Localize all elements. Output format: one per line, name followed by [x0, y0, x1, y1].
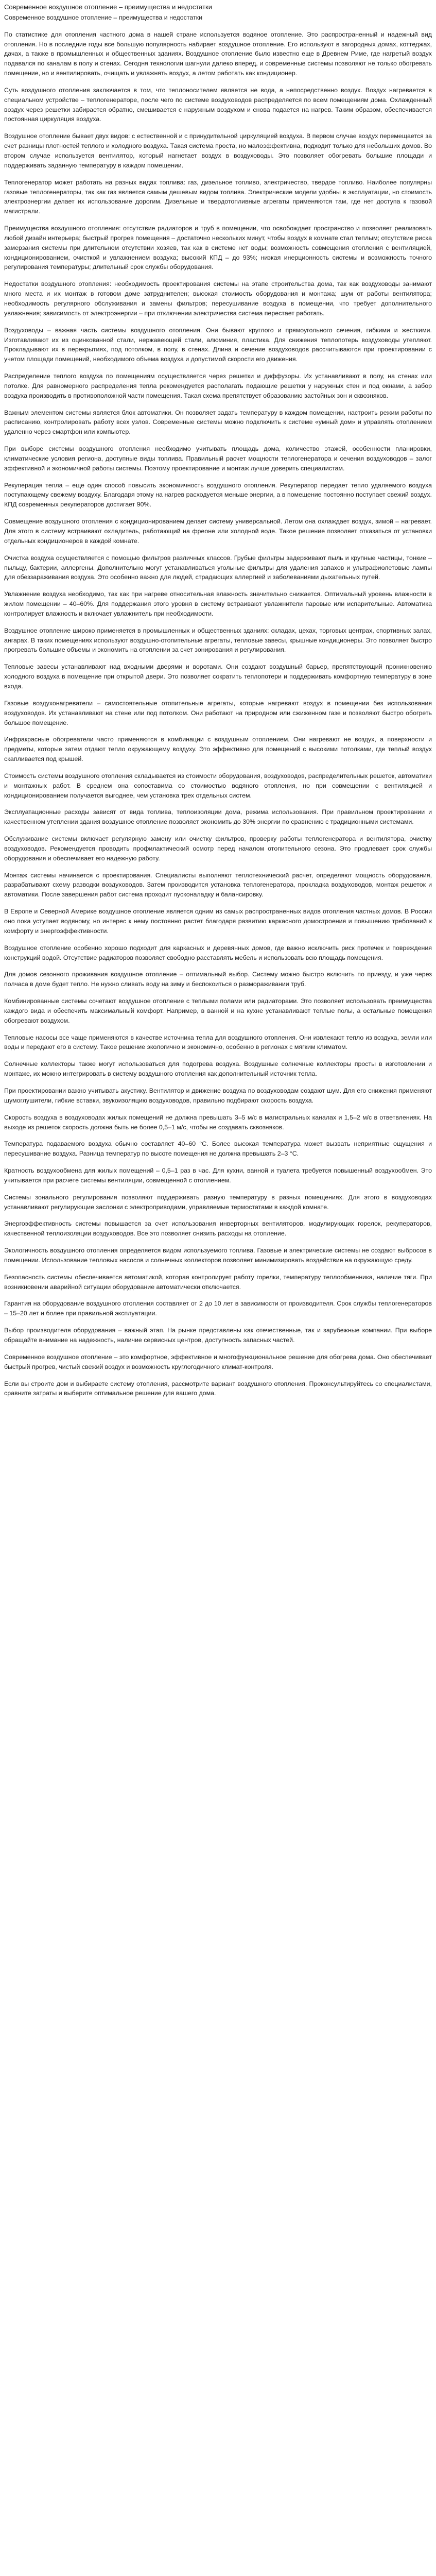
article-paragraph: Энергоэффективность системы повышается за счет использования инверторных вентиляторов, модулирующих горелок, рекуператоров, качественной теплоизоляции воздуховодов. Все это позволяет снизить расходы на отопление. — [4, 1220, 432, 1238]
article-paragraph: Стоимость системы воздушного отопления складывается из стоимости оборудования, воздуховодов, распределительных решеток, автоматики и монтажных работ. В среднем она сопоставима со стоимостью водяного отопления, но при совмещении с вентиляцией и кондиционированием получается выгоднее, чем установка трех отдельных систем. — [4, 772, 432, 799]
article-paragraph: По статистике для отопления частного дома в нашей стране используется водяное отопление. Это распространенный и надежный вид отопления. Но в последние годы все большую популярность набирает воздушное отопление. Его используют в загородных домах, коттеджах, дачах, а также в промышленных и общественных зданиях. Воздушное отопление было известно еще в Древнем Риме, где нагретый воздух подавался по каналам в полу и стенах. Сегодня технологии шагнули далеко вперед, и современные системы позволяют не только обогревать помещение, но и вентилировать, очищать и увлажнять воздух, а летом работать как кондиционер. — [4, 30, 432, 77]
article-paragraph: Теплогенератор может работать на разных видах топлива: газ, дизельное топливо, электричество, твердое топливо. Наиболее популярны газовые теплогенераторы, так как газ является самым дешевым видом топлива. Электрические модели удобны в эксплуатации, но стоимость электроэнергии делает их использование дорогим. Дизельные и твердотопливные агрегаты применяются там, где нет доступа к газовой магистрали. — [4, 178, 432, 215]
article-paragraph: Температура подаваемого воздуха обычно составляет 40–60 °C. Более высокая температура может вызвать неприятные ощущения и пересушивание воздуха. Разница температур по высоте помещения не должна превышать 2–3 °C. — [4, 1140, 432, 1158]
article-paragraph: Тепловые завесы устанавливают над входными дверями и воротами. Они создают воздушный барьер, препятствующий проникновению холодного воздуха в помещение при открытой двери. Это позволяет сократить теплопотери и поддерживать комфортную температуру в зоне входа. — [4, 663, 432, 690]
article-paragraph: Недостатки воздушного отопления: необходимость проектирования системы на этапе строительства дома, так как воздуховоды занимают много места и их монтаж в готовом доме затруднителен; высокая стоимость оборудования и монтажа; шум от работы вентилятора; необходимость регулярного обслуживания и замены фильтров; пересушивание воздуха в помещении, что требует дополнительного увлажнения; зависимость от электроэнергии – при отключении электричества система перестает работать. — [4, 280, 432, 317]
article-paragraph: Очистка воздуха осуществляется с помощью фильтров различных классов. Грубые фильтры задерживают пыль и крупные частицы, тонкие – пыльцу, бактерии, аллергены. Дополнительно могут устанавливаться угольные фильтры для удаления запахов и ультрафиолетовые лампы для обеззараживания воздуха. Это особенно важно для людей, страдающих аллергией и заболеваниями дыхательных путей. — [4, 554, 432, 581]
article-paragraph: В Европе и Северной Америке воздушное отопление является одним из самых распространенных видов отопления частных домов. В России оно пока уступает водяному, но интерес к нему постоянно растет благодаря развитию каркасного домостроения и повышению требований к комфорту и энергоэффективности. — [4, 908, 432, 935]
article-paragraph: Увлажнение воздуха необходимо, так как при нагреве относительная влажность значительно снижается. Оптимальный уровень влажности в жилом помещении – 40–60%. Для поддержания этого уровня в систему встраивают увлажнители паровые или испарительные. Автоматика контролирует влажность и включает увлажнитель при необходимости. — [4, 590, 432, 617]
article-paragraph: Кратность воздухообмена для жилых помещений – 0,5–1 раз в час. Для кухни, ванной и туалета требуется повышенный воздухообмен. Это учитывается при расчете системы вентиляции, совмещенной с отоплением. — [4, 1167, 432, 1184]
article-paragraph: Современное воздушное отопление – это комфортное, эффективное и многофункциональное решение для обогрева дома. Оно обеспечивает быстрый прогрев, чистый свежий воздух и возможность круглогодичного климат-контроля. — [4, 1353, 432, 1370]
article-paragraph: Если вы строите дом и выбираете систему отопления, рассмотрите вариант воздушного отопления. Проконсультируйтесь со специалистами, сравните затраты и выберите оптимальное решение для вашего дома. — [4, 1380, 432, 1397]
article-paragraph: Рекуперация тепла – еще один способ повысить экономичность воздушного отопления. Рекуператор передает тепло удаляемого воздуха поступающему свежему воздуху. Благодаря этому на нагрев расходуется меньше энергии, а в помещение постоянно поступает свежий воздух. КПД современных рекуператоров достигает 90%. — [4, 481, 432, 509]
article-paragraph: Солнечные коллекторы также могут использоваться для подогрева воздуха. Воздушные солнечные коллекторы просты в изготовлении и монтаже, их можно интегрировать в систему воздушного отопления как дополнительный источник тепла. — [4, 1060, 432, 1078]
article-paragraph: Обслуживание системы включает регулярную замену или очистку фильтров, проверку работы теплогенератора и вентилятора, очистку воздуховодов. Рекомендуется проводить профилактический осмотр перед началом отопительного сезона. Это продлевает срок службы оборудования и обеспечивает его надежную работу. — [4, 835, 432, 862]
article-title: Современное воздушное отопление – преимущества и недостатки — [4, 3, 212, 11]
article-paragraph: Безопасность системы обеспечивается автоматикой, которая контролирует работу горелки, температуру теплообменника, наличие тяги. При возникновении аварийной ситуации оборудование автоматически отключается. — [4, 1273, 432, 1291]
article-paragraph: Выбор производителя оборудования – важный этап. На рынке представлены как отечественные, так и зарубежные компании. При выборе обращайте внимание на надежность, наличие сервисных центров, доступность запасных частей. — [4, 1327, 432, 1344]
article-paragraph: Инфракрасные обогреватели часто применяются в комбинации с воздушным отоплением. Они нагревают не воздух, а поверхности и предметы, которые затем отдают тепло окружающему воздуху. Это эффективно для помещений с высокими потолками, где теплый воздух скапливается под крышей. — [4, 736, 432, 763]
article-body — [4, 13, 432, 1398]
article-paragraph: Газовые воздухонагреватели – самостоятельные отопительные агрегаты, которые нагревают воздух в помещении без использования воздуховодов. Их устанавливают на стене или под потолком. Они работают на природном или сжиженном газе и позволяют быстро обогреть большое помещение. — [4, 699, 432, 726]
article-paragraph: При проектировании важно учитывать акустику. Вентилятор и движение воздуха по воздуховодам создают шум. Для его снижения применяют шумоглушители, гибкие вставки, звукоизоляцию воздуховодов, правильно подбирают скорость воздуха. — [4, 1087, 432, 1104]
article-paragraph: Для домов сезонного проживания воздушное отопление – оптимальный выбор. Систему можно быстро включить по приезду, и уже через полчаса в доме будет тепло. Не нужно сливать воду на зиму и беспокоиться о размораживании труб. — [4, 971, 432, 988]
article-paragraph: Воздушное отопление особенно хорошо подходит для каркасных и деревянных домов, где важно исключить риск протечек и повреждения конструкций водой. Отсутствие радиаторов позволяет свободно расставлять мебель и использовать всю площадь помещения. — [4, 944, 432, 961]
article-paragraph: Воздушное отопление широко применяется в промышленных и общественных зданиях: складах, цехах, торговых центрах, спортивных залах, ангарах. В таких помещениях используют воздушно-отопительные агрегаты, тепловые завесы, крышные кондиционеры. Это позволяет быстро прогревать большие объемы и экономить на отоплении за счет зонирования и регулирования. — [4, 626, 432, 654]
article-paragraph: Важным элементом системы является блок автоматики. Он позволяет задать температуру в каждом помещении, настроить режим работы по расписанию, контролировать работу всех узлов. Современные системы можно подключить к системе «умный дом» и управлять отоплением удаленно через смартфон или компьютер. — [4, 409, 432, 436]
article-paragraph: Экологичность воздушного отопления определяется видом используемого топлива. Газовые и электрические системы не создают выбросов в помещении. Использование тепловых насосов и солнечных коллекторов позволяет минимизировать воздействие на окружающую среду. — [4, 1247, 432, 1264]
article-paragraph: Монтаж системы начинается с проектирования. Специалисты выполняют теплотехнический расчет, определяют мощность оборудования, разрабатывают схему разводки воздуховодов. Затем производится установка теплогенератора, прокладка воздуховодов, монтаж решеток и автоматики. После завершения работ система проходит пусконаладку и балансировку. — [4, 871, 432, 899]
article-paragraph: Воздуховоды – важная часть системы воздушного отопления. Они бывают круглого и прямоугольного сечения, гибкими и жесткими. Изготавливают их из оцинкованной стали, нержавеющей стали, алюминия, пластика. Для снижения теплопотерь воздуховоды утепляют. Прокладывают их в перекрытиях, под потолком, в полу, в стенах. Длина и сечение воздуховодов рассчитываются при проектировании с учетом площади помещений, необходимого объема воздуха и допустимой скорости его движения. — [4, 326, 432, 363]
article-paragraph: Комбинированные системы сочетают воздушное отопление с теплыми полами или радиаторами. Это позволяет использовать преимущества каждого вида и обеспечить максимальный комфорт. Например, в ванной и на кухне устанавливают теплые полы, а остальные помещения обогревают воздухом. — [4, 997, 432, 1024]
article-paragraph: Эксплуатационные расходы зависят от вида топлива, теплоизоляции дома, режима использования. При правильном проектировании и качественном утеплении здания воздушное отопление позволяет экономить до 30% энергии по сравнению с традиционными системами. — [4, 808, 432, 826]
article-paragraph: Преимущества воздушного отопления: отсутствие радиаторов и труб в помещении, что освобождает пространство и позволяет реализовать любой дизайн интерьера; быстрый прогрев помещения – достаточно нескольких минут, чтобы воздух в комнате стал теплым; отсутствие риска замерзания системы при длительном отсутствии хозяев, так как в системе нет воды; возможность совмещения отопления с вентиляцией, кондиционированием, очисткой и увлажнением воздуха; высокий КПД – до 93%; низкая инерционность системы и возможность точного регулирования температуры; длительный срок службы оборудования. — [4, 225, 432, 271]
article-paragraph: При выборе системы воздушного отопления необходимо учитывать площадь дома, количество этажей, особенности планировки, климатические условия региона, доступные виды топлива. Правильный расчет мощности теплогенератора и сечения воздуховодов – залог эффективной и экономичной работы системы. Поэтому проектирование и монтаж лучше доверить специалистам. — [4, 445, 432, 472]
article-paragraph: Скорость воздуха в воздуховодах жилых помещений не должна превышать 3–5 м/с в магистральных каналах и 1,5–2 м/с в ответвлениях. На выходе из решеток скорость должна быть не более 0,5–1 м/с, чтобы не создавать сквозняков. — [4, 1113, 432, 1131]
article-paragraph: Воздушное отопление бывает двух видов: с естественной и с принудительной циркуляцией воздуха. В первом случае воздух перемещается за счет разницы плотностей теплого и холодного воздуха. Такая система проста, но малоэффективна, подходит только для небольших домов. Во втором случае используется вентилятор, который нагнетает воздух в воздуховоды. Это позволяет обогревать большие площади и поддерживать заданную температуру в каждом помещении. — [4, 132, 432, 169]
article-paragraph: Системы зонального регулирования позволяют поддерживать разную температуру в разных помещениях. Для этого в воздуховодах устанавливают регулирующие заслонки с электроприводами, управляемые термостатами в каждой комнате. — [4, 1193, 432, 1211]
article-paragraph: Совмещение воздушного отопления с кондиционированием делает систему универсальной. Летом она охлаждает воздух, зимой – нагревает. Для этого в систему встраивают охладитель, работающий на фреоне или холодной воде. Такое решение позволяет отказаться от установки отдельных кондиционеров в каждой комнате. — [4, 518, 432, 545]
article-paragraph: Распределение теплого воздуха по помещениям осуществляется через решетки и диффузоры. Их устанавливают в полу, на стенах или потолке. Для равномерного распределения тепла рекомендуется располагать подающие решетки у наружных стен и под окнами, а забор воздуха производить в противоположной части помещения. Такая схема препятствует образованию застойных зон и сквозняков. — [4, 372, 432, 399]
article-paragraph: Гарантия на оборудование воздушного отопления составляет от 2 до 10 лет в зависимости от производителя. Срок службы теплогенераторов – 15–20 лет и более при правильной эксплуатации. — [4, 1300, 432, 1317]
article-paragraph: Современное воздушное отопление – преимущества и недостатки — [4, 13, 203, 21]
article-paragraph: Тепловые насосы все чаще применяются в качестве источника тепла для воздушного отопления. Они извлекают тепло из воздуха, земли или воды и передают его в систему. Такое решение экологично и экономично, особенно в регионах с мягким климатом. — [4, 1033, 432, 1051]
article-paragraph: Суть воздушного отопления заключается в том, что теплоносителем является не вода, а непосредственно воздух. Воздух нагревается в специальном устройстве – теплогенераторе, после чего по системе воздуховодов распределяется по всем помещениям дома. Охлажденный воздух через решетки забирается обратно, смешивается с наружным воздухом и снова подается на нагрев. Таким образом, обеспечивается постоянная циркуляция воздуха. — [4, 86, 432, 123]
